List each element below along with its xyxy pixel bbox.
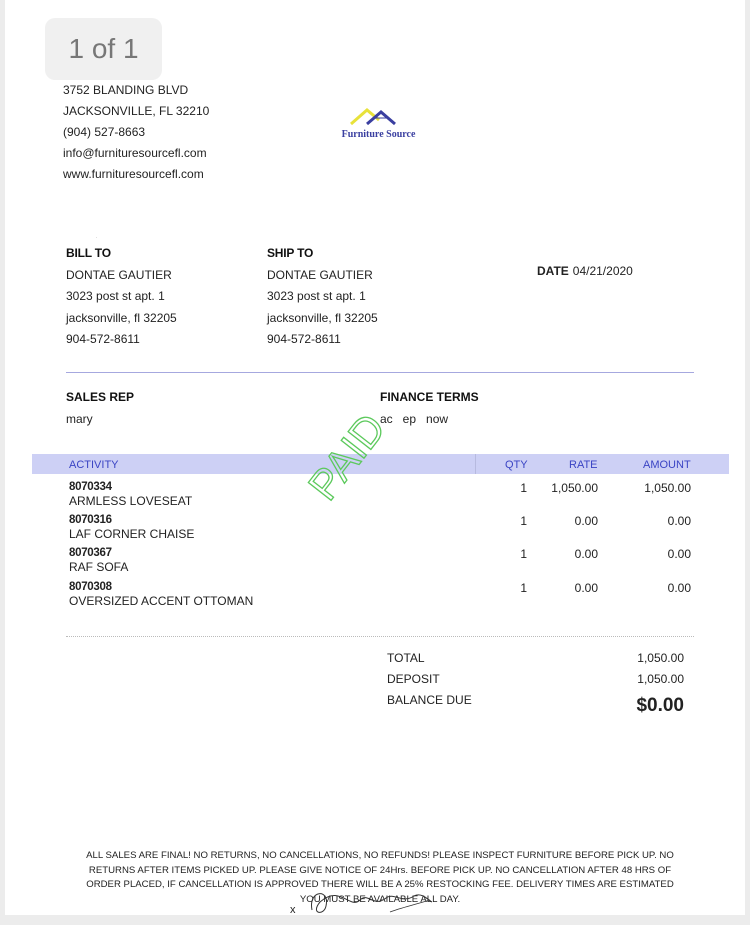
paid-stamp [299,393,431,518]
date-value: 04/21/2020 [572,264,633,278]
deposit-label: DEPOSIT [387,672,440,686]
logo-wordmark: Furniture Source [341,129,416,140]
finance-terms-value: ac ep now [380,412,449,426]
item-code: 8070308 [69,581,112,593]
deposit-value: 1,050.00 [637,672,684,686]
item-rate: 0.00 [574,581,598,595]
date-label: DATE [537,264,569,278]
totals-divider [66,636,694,637]
table-row [69,580,253,608]
item-description: OVERSIZED ACCENT OTTOMAN [69,594,254,608]
item-rate: 1,050.00 [551,481,598,495]
section-divider [66,372,694,373]
paid-stamp-graphic [299,393,431,513]
company-logo [331,106,426,140]
table-row [69,546,128,574]
item-rate: 0.00 [574,547,598,561]
header-rate: RATE [569,459,598,471]
ship-to-section [267,243,378,351]
signature-area [290,880,450,925]
table-row [69,480,192,508]
roof-logo-icon [331,106,426,126]
bill-to-city: jacksonville, fl 32205 [66,310,177,325]
sales-rep-value: mary [66,412,93,426]
bill-to-street: 3023 post st apt. 1 [66,289,165,303]
total-label: TOTAL [387,651,425,665]
item-qty: 1 [520,581,527,595]
item-amount: 1,050.00 [644,481,691,495]
sales-rep-label: SALES REP [66,390,135,404]
item-amount: 0.00 [667,514,691,528]
table-row [69,513,194,541]
item-description: ARMLESS LOVESEAT [69,494,193,508]
item-rate: 0.00 [574,514,598,528]
company-address [63,80,209,185]
invoice-date [537,264,633,278]
header-activity: ACTIVITY [69,459,119,471]
invoice-page [5,0,745,915]
item-code: 8070334 [69,481,112,493]
signature-scribble-icon [290,880,450,920]
paid-stamp-text: PAID [299,404,395,509]
signature-x-mark: x [290,904,296,916]
company-website: www.furnituresourcefl.com [63,167,204,181]
company-phone: (904) 527-8663 [63,125,146,139]
header-amount: AMOUNT [643,459,691,471]
ship-to-street: 3023 post st apt. 1 [267,289,366,303]
item-code: 8070367 [69,547,112,559]
sales-rep-section [66,386,134,430]
ship-to-name: DONTAE GAUTIER [267,267,373,282]
company-address-line2: JACKSONVILLE, FL 32210 [63,104,210,118]
ship-to-city: jacksonville, fl 32205 [267,310,378,325]
bill-to-phone: 904-572-8611 [66,332,140,346]
company-address-line1: 3752 BLANDING BLVD [63,83,189,97]
bill-to-name: DONTAE GAUTIER [66,267,172,282]
company-email: info@furnituresourcefl.com [63,146,207,160]
bill-to-section [66,243,177,351]
item-qty: 1 [520,514,527,528]
ship-to-heading: SHIP TO [267,246,314,260]
balance-due-label: BALANCE DUE [387,693,472,707]
item-description: RAF SOFA [69,560,129,574]
page-count-badge: 1 of 1 [45,18,162,80]
item-amount: 0.00 [667,581,691,595]
item-amount: 0.00 [667,547,691,561]
bill-to-heading: BILL TO [66,246,111,260]
total-value: 1,050.00 [637,651,684,665]
header-qty: QTY [505,459,528,471]
finance-terms-label: FINANCE TERMS [380,390,479,404]
item-description: LAF CORNER CHAISE [69,527,195,541]
faint-mark: · [95,232,98,242]
terms-footer: ALL SALES ARE FINAL! NO RETURNS, NO CANCELLATIONS, NO REFUNDS! PLEASE INSPECT FURNITURE BEFORE PICK UP. NO RETURNS AFTER ITEMS PICKED UP. PLEASE GIVE NOTICE OF 24Hrs. BEFORE PICK UP. NO CANCELLATION AFTER 48 HRS OF ORDER PLACED, IF CANCELLATION IS APPROVED THERE WILL BE A 25% RESTOCKING FEE. DELIVERY TIMES ARE ESTIMATED YOU MUST BE AVAILABLE ALL DAY. [86,850,674,905]
ship-to-phone: 904-572-8611 [267,332,341,346]
balance-due-value: $0.00 [636,695,684,716]
item-code: 8070316 [69,514,112,526]
header-separator [475,454,476,474]
item-qty: 1 [520,481,527,495]
item-qty: 1 [520,547,527,561]
